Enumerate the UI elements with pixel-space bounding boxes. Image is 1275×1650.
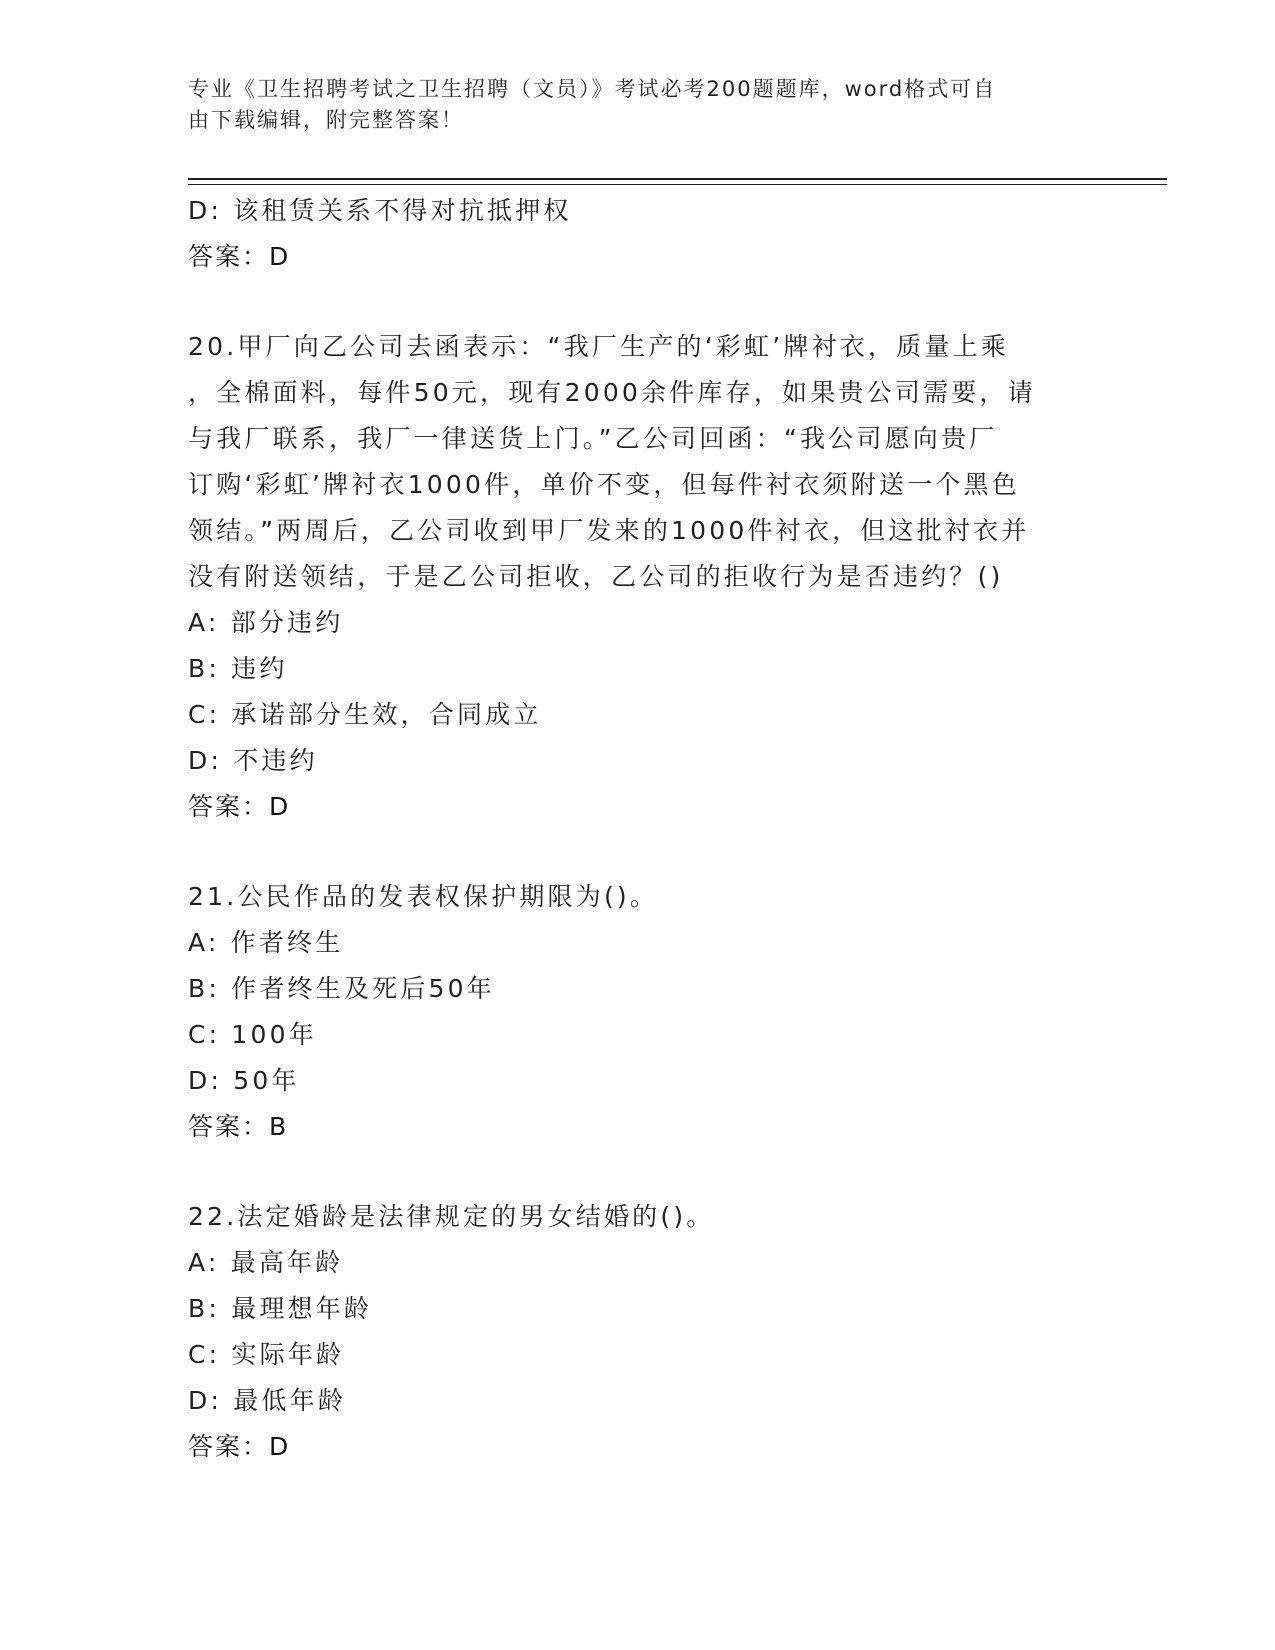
- option-a: A: 最高年龄: [188, 1248, 344, 1277]
- header-line-2: 由下载编辑，附完整答案！: [188, 108, 464, 132]
- question-text-line: 21.公民作品的发表权保护期限为()。: [188, 882, 659, 911]
- option-d: D: 最低年龄: [188, 1386, 347, 1415]
- answer: 答案：D: [188, 242, 291, 271]
- question-text-line: 订购‘彩虹’牌衬衣1000件，单价不变，但每件衬衣须附送一个黑色: [188, 470, 1020, 499]
- question-text-line: 20.甲厂向乙公司去函表示：“我厂生产的‘彩虹’牌衬衣，质量上乘: [188, 332, 1010, 361]
- option-d: D: 该租赁关系不得对抗抵押权: [188, 196, 572, 225]
- answer: 答案：D: [188, 1432, 291, 1461]
- option-a: A: 部分违约: [188, 608, 344, 637]
- answer: 答案：B: [188, 1112, 289, 1141]
- option-b: B: 违约: [188, 654, 288, 683]
- option-c: C: 实际年龄: [188, 1340, 345, 1369]
- header-line-1: 专业《卫生招聘考试之卫生招聘（文员）》考试必考200题题库，word格式可自: [188, 77, 997, 101]
- option-c: C: 承诺部分生效，合同成立: [188, 700, 542, 729]
- question-text-line: 与我厂联系，我厂一律送货上门。”乙公司回函：“我公司愿向贵厂: [188, 424, 998, 453]
- question-21: [188, 874, 1088, 1150]
- header-divider-thick: [188, 178, 1167, 180]
- option-b: B: 作者终生及死后50年: [188, 974, 495, 1003]
- question-22: [188, 1194, 1088, 1470]
- option-d: D: 50年: [188, 1066, 300, 1095]
- document-body: [188, 188, 1088, 1470]
- option-c: C: 100年: [188, 1020, 317, 1049]
- question-text-line: 领结。”两周后，乙公司收到甲厂发来的1000件衬衣，但这批衬衣并: [188, 516, 1030, 545]
- question-text-line: 22.法定婚龄是法律规定的男女结婚的()。: [188, 1202, 715, 1231]
- question-text-line: ，全棉面料，每件50元，现有2000余件库存，如果贵公司需要，请: [188, 378, 1036, 407]
- question-text-line: 没有附送领结，于是乙公司拒收，乙公司的拒收行为是否违约？(): [188, 562, 1004, 591]
- header-divider-thin: [188, 184, 1167, 185]
- option-a: A: 作者终生: [188, 928, 344, 957]
- question-20: [188, 324, 1088, 830]
- option-d: D: 不违约: [188, 746, 318, 775]
- document-header: [188, 74, 1088, 136]
- previous-question-tail: [188, 188, 1088, 280]
- option-b: B: 最理想年龄: [188, 1294, 373, 1323]
- answer: 答案：D: [188, 792, 291, 821]
